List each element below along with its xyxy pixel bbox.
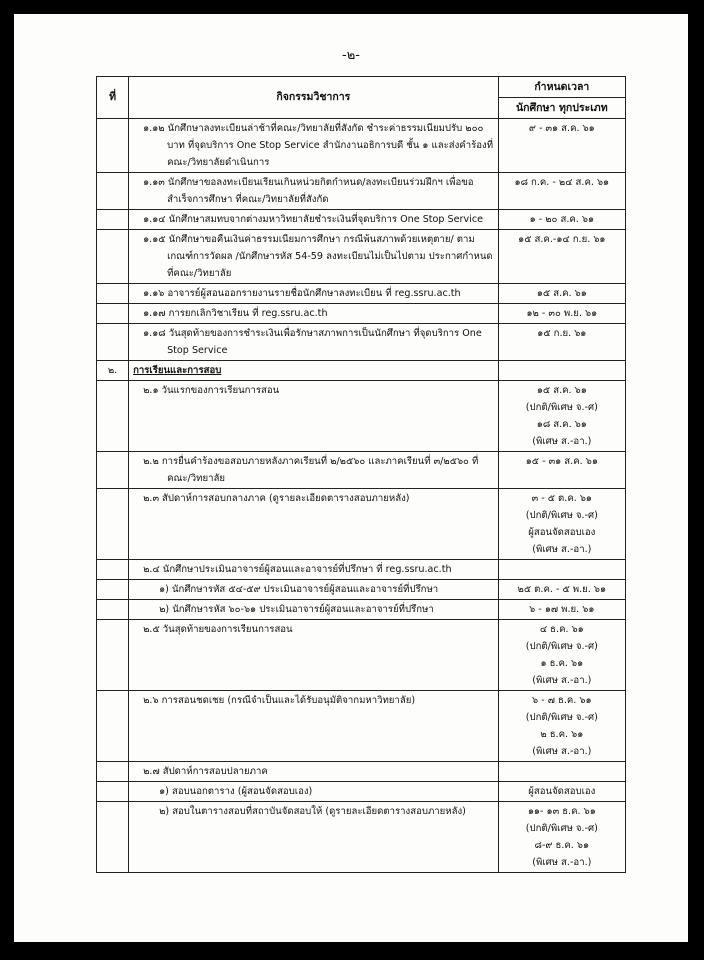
row-no-cell <box>97 230 129 284</box>
time-line: ๑๕ ส.ค. ๖๑ <box>536 385 587 396</box>
table-row <box>97 230 626 284</box>
time-line: ๘-๙ ธ.ค. ๖๑ <box>534 840 590 851</box>
row-no-cell <box>97 560 129 580</box>
table-row <box>97 489 626 560</box>
section-title-cell <box>129 361 499 381</box>
time-cell <box>498 489 625 560</box>
time-cell: ๑ - ๒๐ ส.ค. ๖๑ <box>498 210 625 230</box>
table-row <box>97 691 626 762</box>
time-line: (พิเศษ ส.-อา.) <box>532 544 592 555</box>
header-activity: กิจกรรมวิชาการ <box>129 77 499 119</box>
time-cell <box>498 361 625 381</box>
row-no-cell <box>97 802 129 873</box>
time-line: (ปกติ/พิเศษ จ.-ศ) <box>525 641 598 652</box>
table-row <box>97 782 626 802</box>
row-no-cell <box>97 173 129 210</box>
row-no-cell <box>97 691 129 762</box>
header-time: กำหนดเวลา <box>498 77 625 98</box>
table-row <box>97 324 626 361</box>
table-row <box>97 381 626 452</box>
row-no-cell <box>97 324 129 361</box>
time-line: ๓ - ๕ ต.ค. ๖๑ <box>531 493 593 504</box>
time-line: (ปกติ/พิเศษ จ.-ศ) <box>525 712 598 723</box>
time-cell: ๑๘ ก.ค. - ๒๔ ส.ค. ๖๑ <box>498 173 625 210</box>
row-no-cell <box>97 762 129 782</box>
time-line: ๔ ธ.ค. ๖๑ <box>539 624 584 635</box>
row-no-cell <box>97 580 129 600</box>
table-row <box>97 452 626 489</box>
time-cell <box>498 762 625 782</box>
time-line: ผู้สอนจัดสอบเอง <box>528 527 596 538</box>
time-cell <box>498 802 625 873</box>
time-line: (พิเศษ ส.-อา.) <box>532 675 592 686</box>
table-row <box>97 284 626 304</box>
activity-cell: ๒.๗ สัปดาห์การสอบปลายภาค <box>129 762 499 782</box>
academic-schedule-table <box>96 76 626 873</box>
table-row <box>97 802 626 873</box>
table-header-row <box>97 77 626 98</box>
table-row <box>97 560 626 580</box>
row-no-cell <box>97 489 129 560</box>
time-line: ๖ - ๗ ธ.ค. ๖๑ <box>532 695 592 706</box>
activity-cell: ๒.๖ การสอนชดเชย (กรณีจำเป็นและได้รับอนุมัติจากมหาวิทยาลัย) <box>129 691 499 762</box>
time-cell: ๒๕ ต.ค. - ๕ พ.ย. ๖๑ <box>498 580 625 600</box>
document-page <box>14 14 688 942</box>
time-line: (ปกติ/พิเศษ จ.-ศ) <box>525 823 598 834</box>
activity-cell: ๒) สอบในตารางสอบที่สถาบันจัดสอบให้ (ดูรายละเอียดตารางสอบภายหลัง) <box>129 802 499 873</box>
time-line: (พิเศษ ส.-อา.) <box>532 857 592 868</box>
time-cell: ๖ - ๑๗ พ.ย. ๖๑ <box>498 600 625 620</box>
row-no-cell <box>97 620 129 691</box>
table-row <box>97 173 626 210</box>
time-line: (ปกติ/พิเศษ จ.-ศ) <box>525 402 598 413</box>
activity-cell: ๑.๑๓ นักศึกษาขอลงทะเบียนเรียนเกินหน่วยกิตกำหนด/ลงทะเบียนร่วมฝึกฯ เพื่อขอสำเร็จการศึกษา ที่คณะ/วิทยาลัยที่สังกัด <box>129 173 499 210</box>
row-no-cell <box>97 284 129 304</box>
activity-cell: ๒.๒ การยื่นคำร้องขอสอบภายหลังภาคเรียนที่ ๒/๒๕๖๐ และภาคเรียนที่ ๓/๒๕๖๐ ที่คณะ/วิทยาลัย <box>129 452 499 489</box>
time-line: (พิเศษ ส.-อา.) <box>532 436 592 447</box>
time-cell: ๑๕ ส.ค. ๖๑ <box>498 284 625 304</box>
row-no-cell <box>97 452 129 489</box>
table-row <box>97 119 626 173</box>
table-row <box>97 762 626 782</box>
time-line: ๑ ธ.ค. ๖๑ <box>540 658 584 669</box>
activity-cell: ๒.๑ วันแรกของการเรียนการสอน <box>129 381 499 452</box>
table-row <box>97 580 626 600</box>
row-no-cell <box>97 381 129 452</box>
activity-cell: ๑.๑๕ นักศึกษาขอคืนเงินค่าธรรมเนียมการศึกษา กรณีพ้นสภาพด้วยเหตุตาย/ ตามเกณฑ์การวัดผล /นักศึกษารหัส 54-59 ลงทะเบียนไม่เป็นไปตาม ประกาศกำหนด ที่คณะ/วิทยาลัย <box>129 230 499 284</box>
activity-cell: ๑.๑๔ นักศึกษาสมทบจากต่างมหาวิทยาลัยชำระเงินที่จุดบริการ One Stop Service <box>129 210 499 230</box>
time-cell: ๑๒ - ๓๐ พ.ย. ๖๑ <box>498 304 625 324</box>
time-cell: ๑๕ ส.ค.-๑๔ ก.ย. ๖๑ <box>498 230 625 284</box>
row-no-cell <box>97 782 129 802</box>
time-line: ๒ ธ.ค. ๖๑ <box>540 729 584 740</box>
section-title: การเรียนและการสอบ <box>133 365 222 376</box>
activity-cell: ๑) นักศึกษารหัส ๕๔-๕๙ ประเมินอาจารย์ผู้สอนและอาจารย์ที่ปรึกษา <box>129 580 499 600</box>
time-line: ๑๑- ๑๓ ธ.ค. ๖๑ <box>527 806 596 817</box>
table-row <box>97 600 626 620</box>
time-line: ๑๘ ส.ค. ๖๑ <box>536 419 587 430</box>
activity-cell: ๑) สอบนอกตาราง (ผู้สอนจัดสอบเอง) <box>129 782 499 802</box>
activity-cell: ๑.๑๒ นักศึกษาลงทะเบียนล่าช้าที่คณะ/วิทยาลัยที่สังกัด ชำระค่าธรรมเนียมปรับ ๒๐๐ บาท ที่จุดบริการ One Stop Service สำนักงานอธิการบดี ชั้น ๑ และส่งคำร้องที่คณะ/วิทยาลัยดำเนินการ <box>129 119 499 173</box>
time-cell: ๑๕ ก.ย. ๖๑ <box>498 324 625 361</box>
header-no: ที่ <box>97 77 129 119</box>
row-no-cell <box>97 304 129 324</box>
activity-cell: ๒.๔ นักศึกษาประเมินอาจารย์ผู้สอนและอาจารย์ที่ปรึกษา ที่ reg.ssru.ac.th <box>129 560 499 580</box>
time-cell <box>498 691 625 762</box>
row-no-cell <box>97 600 129 620</box>
activity-cell: ๑.๑๖ อาจารย์ผู้สอนออกรายงานรายชื่อนักศึกษาลงทะเบียน ที่ reg.ssru.ac.th <box>129 284 499 304</box>
time-line: (ปกติ/พิเศษ จ.-ศ) <box>525 510 598 521</box>
time-cell: ผู้สอนจัดสอบเอง <box>498 782 625 802</box>
activity-cell: ๑.๑๘ วันสุดท้ายของการชำระเงินเพื่อรักษาสภาพการเป็นนักศึกษา ที่จุดบริการ One Stop Service <box>129 324 499 361</box>
row-no-cell <box>97 119 129 173</box>
time-cell: ๙ - ๓๑ ส.ค. ๖๑ <box>498 119 625 173</box>
activity-cell: ๒) นักศึกษารหัส ๖๐-๖๑ ประเมินอาจารย์ผู้สอนและอาจารย์ที่ปรึกษา <box>129 600 499 620</box>
table-row <box>97 304 626 324</box>
section-number: ๒. <box>97 361 129 381</box>
activity-cell: ๒.๓ สัปดาห์การสอบกลางภาค (ดูรายละเอียดตารางสอบภายหลัง) <box>129 489 499 560</box>
header-time-sub: นักศึกษา ทุกประเภท <box>498 98 625 119</box>
time-cell <box>498 620 625 691</box>
time-cell: ๑๕ - ๓๑ ส.ค. ๖๑ <box>498 452 625 489</box>
section-row <box>97 361 626 381</box>
time-cell <box>498 560 625 580</box>
activity-cell: ๒.๕ วันสุดท้ายของการเรียนการสอน <box>129 620 499 691</box>
page-number: -๒- <box>342 48 360 63</box>
row-no-cell <box>97 210 129 230</box>
table-row <box>97 620 626 691</box>
table-row <box>97 210 626 230</box>
activity-cell: ๑.๑๗ การยกเลิกวิชาเรียน ที่ reg.ssru.ac.th <box>129 304 499 324</box>
time-cell <box>498 381 625 452</box>
time-line: (พิเศษ ส.-อา.) <box>532 746 592 757</box>
